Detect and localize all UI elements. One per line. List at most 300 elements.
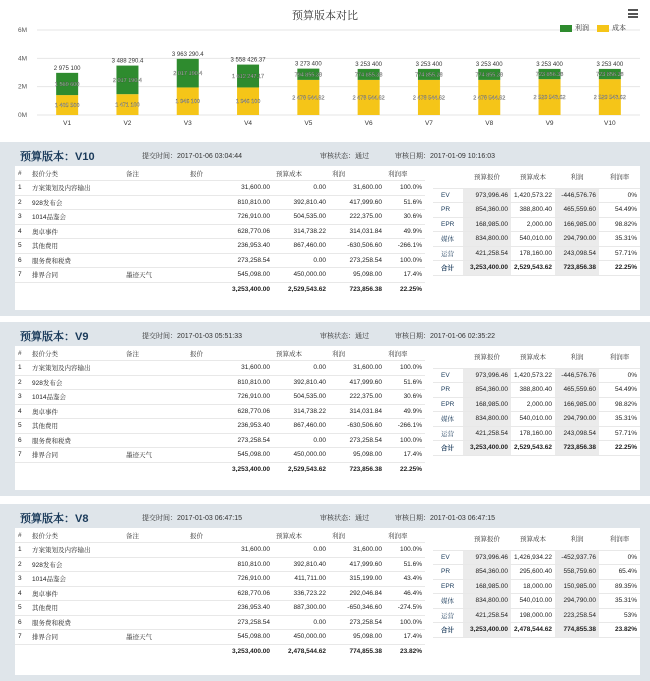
summary-cell: 0% [599, 188, 640, 203]
summary-cell: 465,559.60 [555, 203, 599, 218]
y-tick-label: 2M [18, 83, 28, 91]
bar-profit-label: 2 017 190.4 [173, 71, 203, 78]
summary-total-row[interactable] [433, 623, 640, 638]
summary-cell: 22.25% [599, 441, 640, 456]
summary-row[interactable] [433, 608, 640, 623]
table-cell: 墨迹天气 [123, 448, 187, 463]
panel-header [20, 510, 640, 526]
table-row[interactable] [15, 195, 425, 210]
table-cell: 100.0% [385, 253, 425, 268]
x-tick-label: V10 [604, 120, 616, 127]
table-cell: 726,910.00 [187, 572, 273, 587]
table-cell: 545,098.00 [187, 630, 273, 645]
column-header: 备注 [123, 528, 187, 543]
summary-cell: 3,253,400.00 [463, 441, 511, 456]
table-row[interactable] [15, 210, 425, 225]
summary-total-row[interactable] [433, 261, 640, 276]
column-header: 备注 [123, 346, 187, 361]
table-cell: 314,738.22 [273, 404, 329, 419]
table-cell: 392,810.40 [273, 375, 329, 390]
table-cell: 628,770.06 [187, 586, 273, 601]
summary-cell: 0% [599, 550, 640, 565]
summary-cell: 294,790.00 [555, 412, 599, 427]
summary-cell: 540,010.00 [511, 412, 555, 427]
table-cell: 6 [15, 433, 29, 448]
budget-comparison-chart [0, 0, 650, 140]
table-cell: 315,199.00 [329, 572, 385, 587]
summary-cell: PR [433, 203, 463, 218]
bar-total-label: 3 273 400 [294, 61, 322, 68]
table-cell: 100.0% [385, 433, 425, 448]
column-header: 报价 [187, 166, 273, 181]
version-title: 预算版本：V10 [20, 151, 95, 163]
summary-cell: 98.82% [599, 217, 640, 232]
table-cell [123, 195, 187, 210]
bar-total-label: 3 253 400 [355, 61, 383, 68]
table-cell: 222,375.00 [329, 390, 385, 405]
table-cell: 3 [15, 572, 29, 587]
table-cell [123, 253, 187, 268]
bar-total-label: 3 963 290.4 [171, 51, 204, 58]
table-cell: 排界合同 [29, 448, 123, 463]
table-cell: 7 [15, 268, 29, 283]
summary-cell: 540,010.00 [511, 594, 555, 609]
column-header: 预算报价 [463, 346, 511, 368]
column-header: 利润率 [385, 166, 425, 181]
legend-item-cost[interactable]: 成本 [597, 23, 626, 33]
column-header: 利润率 [599, 166, 640, 188]
table-cell: 1014品鉴会 [29, 572, 123, 587]
summary-cell: 2,000.00 [511, 217, 555, 232]
table-cell: 方案策划及内容输出 [29, 543, 123, 558]
table-cell: 服务费和税费 [29, 615, 123, 630]
table-cell: 4 [15, 586, 29, 601]
total-cell: 723,856.38 [349, 286, 382, 293]
bar-total-label: 3 253 400 [596, 61, 624, 68]
table-cell: 服务费和税费 [29, 433, 123, 448]
summary-cell: 1,420,573.22 [511, 188, 555, 203]
summary-cell: 973,996.46 [463, 550, 511, 565]
table-cell: 867,460.00 [273, 419, 329, 434]
summary-cell: 3,253,400.00 [463, 623, 511, 638]
y-tick-label: 6M [18, 27, 28, 34]
bar-total-label: 3 558 426.37 [230, 57, 266, 64]
total-cell [15, 644, 29, 659]
table-cell [123, 586, 187, 601]
table-row[interactable] [15, 268, 425, 283]
table-cell: 236,953.40 [187, 419, 273, 434]
budget-version-panel [0, 322, 650, 496]
table-cell [123, 224, 187, 239]
table-cell: 314,031.84 [329, 224, 385, 239]
table-cell: 1 [15, 543, 29, 558]
table-cell: 95,098.00 [329, 448, 385, 463]
summary-table [433, 346, 640, 456]
panel-body [15, 346, 640, 490]
table-cell: 墨迹天气 [123, 630, 187, 645]
bar-cost-label: 2 478 544.62 [412, 95, 446, 102]
summary-cell: 295,600.40 [511, 565, 555, 580]
table-cell: 1 [15, 181, 29, 196]
table-cell: 30.6% [385, 210, 425, 225]
summary-row[interactable] [433, 246, 640, 261]
summary-section [433, 346, 640, 456]
total-cell: 2,529,543.62 [288, 466, 326, 473]
summary-row[interactable] [433, 203, 640, 218]
table-cell: 奥卓事件 [29, 586, 123, 601]
table-row[interactable] [15, 224, 425, 239]
summary-cell: 178,160.00 [511, 246, 555, 261]
table-cell: 867,460.00 [273, 239, 329, 254]
column-header: 利润 [555, 528, 599, 550]
panel-body [15, 166, 640, 310]
summary-row[interactable] [433, 550, 640, 565]
summary-cell: 媒体 [433, 594, 463, 609]
bar-profit-label: 794 855.38 [294, 72, 323, 79]
summary-row[interactable] [433, 594, 640, 609]
menu-icon[interactable] [628, 9, 638, 18]
table-cell: 31,600.00 [329, 361, 385, 376]
summary-cell: 973,996.46 [463, 368, 511, 383]
column-header [433, 528, 463, 550]
table-cell: 30.6% [385, 390, 425, 405]
table-cell: 504,535.00 [273, 390, 329, 405]
table-cell: 31,600.00 [187, 361, 273, 376]
table-row[interactable] [15, 448, 425, 463]
table-cell: 928发布会 [29, 557, 123, 572]
total-cell: 22.25% [399, 286, 422, 293]
table-cell [123, 375, 187, 390]
summary-cell: 媒体 [433, 412, 463, 427]
summary-cell: 834,800.00 [463, 232, 511, 247]
summary-cell: 168,985.00 [463, 579, 511, 594]
summary-cell: 合计 [433, 623, 463, 638]
detail-section [15, 528, 425, 659]
x-tick-label: V3 [183, 120, 192, 127]
table-cell [123, 557, 187, 572]
table-cell: 2 [15, 557, 29, 572]
bar-cost-label: 2 478 544.62 [352, 95, 385, 102]
summary-table [433, 166, 640, 276]
bar-cost-label: 2 478 544.62 [292, 95, 325, 102]
summary-cell: 35.31% [599, 412, 640, 427]
table-cell: 墨迹天气 [123, 268, 187, 283]
column-header: 报价分类 [29, 166, 123, 181]
chart-title: 预算版本对比 [292, 10, 358, 22]
summary-total-row[interactable] [433, 441, 640, 456]
summary-cell: 2,478,544.62 [511, 623, 555, 638]
budget-detail-table [15, 528, 425, 659]
summary-cell: 150,985.00 [555, 579, 599, 594]
table-cell: 95,098.00 [329, 268, 385, 283]
table-row[interactable] [15, 557, 425, 572]
total-cell: 3,253,400.00 [232, 648, 270, 655]
summary-cell: 166,985.00 [555, 397, 599, 412]
table-cell: 545,098.00 [187, 268, 273, 283]
table-cell: 17.4% [385, 448, 425, 463]
summary-cell: 2,529,543.62 [511, 261, 555, 276]
total-cell: 23.82% [399, 648, 422, 655]
summary-cell: 421,258.54 [463, 246, 511, 261]
table-row[interactable] [15, 375, 425, 390]
summary-cell: 媒体 [433, 232, 463, 247]
total-cell [15, 462, 29, 477]
column-header: 预算报价 [463, 166, 511, 188]
total-row [15, 644, 425, 659]
bar-cost-label: 1 405 500 [54, 103, 80, 110]
summary-cell: 89.35% [599, 579, 640, 594]
table-cell [123, 615, 187, 630]
table-cell: 273,258.54 [329, 433, 385, 448]
total-cell [123, 282, 187, 297]
column-header: 利润 [329, 528, 385, 543]
summary-cell: EPR [433, 217, 463, 232]
panel-header [20, 328, 640, 344]
summary-cell: 54.49% [599, 203, 640, 218]
table-row[interactable] [15, 572, 425, 587]
table-cell: 545,098.00 [187, 448, 273, 463]
summary-cell: 834,800.00 [463, 412, 511, 427]
summary-row[interactable] [433, 397, 640, 412]
table-cell: 51.6% [385, 195, 425, 210]
table-cell: 2 [15, 375, 29, 390]
table-cell: 5 [15, 239, 29, 254]
column-header: 预算成本 [273, 346, 329, 361]
detail-section [15, 346, 425, 477]
summary-row[interactable] [433, 412, 640, 427]
table-cell [123, 419, 187, 434]
table-cell: 417,999.60 [329, 375, 385, 390]
table-cell: 273,258.54 [187, 253, 273, 268]
summary-cell: EPR [433, 579, 463, 594]
table-cell: 628,770.06 [187, 404, 273, 419]
table-cell: 292,046.84 [329, 586, 385, 601]
summary-cell: -446,576.76 [555, 188, 599, 203]
table-cell: 95,098.00 [329, 630, 385, 645]
review-date: 审核日期：2017-01-09 10:16:03 [395, 153, 495, 160]
table-cell: 236,953.40 [187, 239, 273, 254]
bar-profit-label: 723 856.38 [535, 72, 564, 79]
table-cell: 其他费用 [29, 601, 123, 616]
table-cell [123, 601, 187, 616]
x-tick-label: V8 [485, 120, 494, 127]
table-cell: 1014品鉴会 [29, 210, 123, 225]
table-cell: 887,300.00 [273, 601, 329, 616]
bar-profit-label: 774 855.38 [415, 72, 443, 79]
table-cell [123, 210, 187, 225]
table-row[interactable] [15, 390, 425, 405]
table-cell: 810,810.00 [187, 195, 273, 210]
review-status: 审核状态：通过 [320, 333, 369, 340]
column-header: 利润率 [385, 346, 425, 361]
bar-profit-label: 723 856.38 [596, 72, 624, 79]
summary-cell: 运营 [433, 426, 463, 441]
table-cell: 411,711.00 [273, 572, 329, 587]
table-row[interactable] [15, 181, 425, 196]
summary-cell: 198,000.00 [511, 608, 555, 623]
x-tick-label: V1 [63, 120, 72, 127]
summary-row[interactable] [433, 188, 640, 203]
column-header: 利润 [329, 346, 385, 361]
bar-total-label: 3 253 400 [415, 61, 443, 68]
summary-cell: -446,576.76 [555, 368, 599, 383]
version-title: 预算版本：V9 [20, 331, 89, 343]
review-date: 审核日期：2017-01-06 02:35:22 [395, 333, 495, 340]
summary-cell: 421,258.54 [463, 426, 511, 441]
table-row[interactable] [15, 253, 425, 268]
bar-total-label: 3 253 400 [536, 61, 563, 68]
table-cell: 7 [15, 630, 29, 645]
table-cell: 49.9% [385, 404, 425, 419]
table-cell: 450,000.00 [273, 268, 329, 283]
bar-total-label: 3 253 400 [475, 61, 503, 68]
total-cell: 2,478,544.62 [288, 648, 326, 655]
table-cell: 236,953.40 [187, 601, 273, 616]
summary-cell: 294,790.00 [555, 594, 599, 609]
column-header: # [15, 166, 29, 181]
summary-row[interactable] [433, 565, 640, 580]
summary-cell: 243,098.54 [555, 426, 599, 441]
x-tick-label: V6 [364, 120, 373, 127]
table-cell: 392,810.40 [273, 195, 329, 210]
table-cell: 0.00 [273, 181, 329, 196]
bar-cost-label: 1 471 100 [115, 102, 140, 109]
x-tick-label: V4 [244, 120, 253, 127]
summary-cell: 22.25% [599, 261, 640, 276]
summary-cell: 465,559.60 [555, 383, 599, 398]
summary-row[interactable] [433, 217, 640, 232]
summary-cell: 223,258.54 [555, 608, 599, 623]
table-cell [123, 404, 187, 419]
summary-row[interactable] [433, 426, 640, 441]
total-cell [29, 462, 123, 477]
summary-cell: 2,529,543.62 [511, 441, 555, 456]
bar-profit-label: 1 612 247.17 [231, 74, 265, 81]
summary-cell: 388,800.40 [511, 203, 555, 218]
table-cell: 奥卓事件 [29, 224, 123, 239]
summary-row[interactable] [433, 383, 640, 398]
column-header: 报价分类 [29, 528, 123, 543]
column-header: 预算成本 [511, 346, 555, 368]
bar-cost-label: 2 478 544.62 [473, 95, 506, 102]
total-row [15, 282, 425, 297]
table-cell: 0.00 [273, 615, 329, 630]
summary-cell: PR [433, 383, 463, 398]
table-cell: 100.0% [385, 615, 425, 630]
version-title: 预算版本：V8 [20, 513, 89, 525]
budget-detail-table [15, 346, 425, 477]
summary-cell: 854,360.00 [463, 383, 511, 398]
summary-row[interactable] [433, 368, 640, 383]
summary-cell: 166,985.00 [555, 217, 599, 232]
table-row[interactable] [15, 586, 425, 601]
x-tick-label: V2 [123, 120, 132, 127]
legend-item-profit[interactable]: 利润 [560, 23, 589, 33]
summary-cell: 834,800.00 [463, 594, 511, 609]
summary-cell: 57.71% [599, 426, 640, 441]
column-header: 利润 [555, 346, 599, 368]
review-status: 审核状态：通过 [320, 153, 369, 160]
table-cell: 0.00 [273, 361, 329, 376]
table-cell: 46.4% [385, 586, 425, 601]
panel-body [15, 528, 640, 675]
table-cell: -650,346.60 [329, 601, 385, 616]
table-row[interactable] [15, 419, 425, 434]
table-cell: 273,258.54 [187, 433, 273, 448]
summary-row[interactable] [433, 579, 640, 594]
table-row[interactable] [15, 630, 425, 645]
table-row[interactable] [15, 543, 425, 558]
summary-cell: 723,856.38 [555, 441, 599, 456]
total-cell: 2,529,543.62 [288, 286, 326, 293]
table-row[interactable] [15, 239, 425, 254]
table-cell: 417,999.60 [329, 557, 385, 572]
table-cell: 100.0% [385, 181, 425, 196]
table-cell [123, 390, 187, 405]
summary-cell: 1,426,934.22 [511, 550, 555, 565]
total-cell [123, 644, 187, 659]
table-cell [123, 543, 187, 558]
table-cell: 3 [15, 390, 29, 405]
table-cell: 100.0% [385, 361, 425, 376]
table-cell: 31,600.00 [187, 543, 273, 558]
table-cell: -266.1% [385, 419, 425, 434]
table-row[interactable] [15, 601, 425, 616]
summary-cell: 421,258.54 [463, 608, 511, 623]
table-cell: 928发布会 [29, 195, 123, 210]
table-row[interactable] [15, 615, 425, 630]
table-row[interactable] [15, 404, 425, 419]
table-cell: 1 [15, 361, 29, 376]
table-cell: 31,600.00 [187, 181, 273, 196]
bar-profit-label: 2 017 190.4 [112, 77, 142, 84]
column-header: 利润率 [385, 528, 425, 543]
summary-cell: EPR [433, 397, 463, 412]
total-cell: 774,855.38 [349, 648, 382, 655]
table-row[interactable] [15, 361, 425, 376]
table-cell: 服务费和税费 [29, 253, 123, 268]
summary-table [433, 528, 640, 638]
bar-cost-label: 2 529 543.62 [593, 95, 626, 102]
column-header: # [15, 346, 29, 361]
summary-cell: 0% [599, 368, 640, 383]
total-cell [29, 282, 123, 297]
summary-cell: 54.49% [599, 383, 640, 398]
table-row[interactable] [15, 433, 425, 448]
y-tick-label: 0M [18, 112, 28, 119]
summary-cell: 18,000.00 [511, 579, 555, 594]
table-cell: 314,031.84 [329, 404, 385, 419]
table-cell: 奥卓事件 [29, 404, 123, 419]
summary-cell: 168,985.00 [463, 397, 511, 412]
table-cell [123, 239, 187, 254]
column-header: 报价分类 [29, 346, 123, 361]
summary-row[interactable] [433, 232, 640, 247]
table-cell: 其他费用 [29, 239, 123, 254]
bar-profit-label: 774 855.38 [475, 72, 504, 79]
column-header: # [15, 528, 29, 543]
summary-cell: 35.31% [599, 232, 640, 247]
review-date: 审核日期：2017-01-03 06:47:15 [395, 515, 495, 522]
summary-cell: PR [433, 565, 463, 580]
table-cell: 810,810.00 [187, 557, 273, 572]
bar-cost-label: 1 946 100 [235, 99, 261, 106]
summary-cell: EV [433, 550, 463, 565]
table-cell: 628,770.06 [187, 224, 273, 239]
column-header [433, 346, 463, 368]
table-cell: 273,258.54 [329, 615, 385, 630]
column-header: 报价 [187, 528, 273, 543]
